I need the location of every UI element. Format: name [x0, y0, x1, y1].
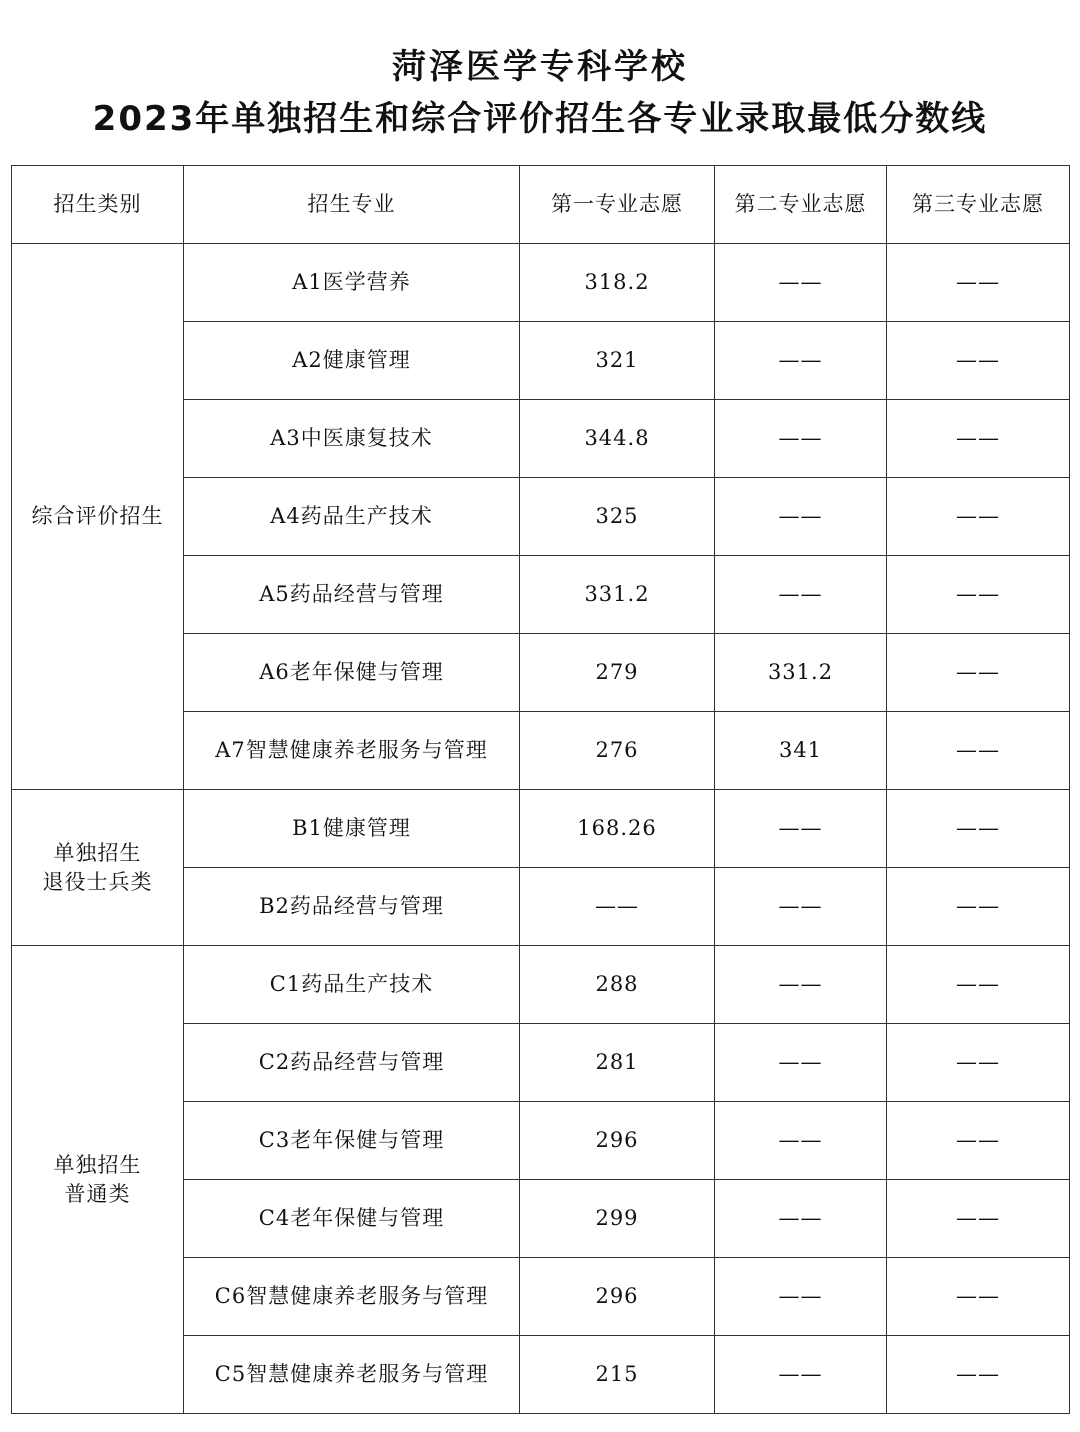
third-choice-score: —— [887, 1336, 1070, 1414]
major-cell: A6老年保健与管理 [184, 634, 520, 712]
second-choice-score: —— [715, 1258, 887, 1336]
first-choice-score: 296 [520, 1102, 715, 1180]
major-cell: A5药品经营与管理 [184, 556, 520, 634]
page-title: 菏泽医学专科学校 [392, 47, 688, 87]
major-cell: A4药品生产技术 [184, 478, 520, 556]
first-choice-score: 325 [520, 478, 715, 556]
third-choice-score: —— [887, 712, 1070, 790]
third-choice-score: —— [887, 868, 1070, 946]
category-label: 单独招生 [53, 840, 142, 865]
table-row [12, 790, 1070, 868]
major-cell: B2药品经营与管理 [184, 868, 520, 946]
major-cell: A7智慧健康养老服务与管理 [184, 712, 520, 790]
category-label: 综合评价招生 [31, 504, 164, 528]
page-subtitle: 2023年单独招生和综合评价招生各专业录取最低分数线 [92, 99, 988, 139]
table-header-row [12, 166, 1070, 244]
major-cell: C4老年保健与管理 [184, 1180, 520, 1258]
second-choice-score: —— [715, 244, 887, 322]
third-choice-score: —— [887, 400, 1070, 478]
major-cell: A1医学营养 [184, 244, 520, 322]
first-choice-score: 331.2 [520, 556, 715, 634]
table-row [12, 946, 1070, 1024]
second-choice-score: 331.2 [715, 634, 887, 712]
third-choice-score: —— [887, 946, 1070, 1024]
second-choice-score: —— [715, 946, 887, 1024]
first-choice-score: 279 [520, 634, 715, 712]
first-choice-score: 296 [520, 1258, 715, 1336]
first-choice-score: 215 [520, 1336, 715, 1414]
first-choice-score: 318.2 [520, 244, 715, 322]
first-choice-score: 321 [520, 322, 715, 400]
category-cell [12, 946, 184, 1414]
major-cell: B1健康管理 [184, 790, 520, 868]
header-category: 招生类别 [12, 166, 184, 244]
first-choice-score: 299 [520, 1180, 715, 1258]
major-cell: C1药品生产技术 [184, 946, 520, 1024]
category-label: 普通类 [64, 1181, 131, 1206]
second-choice-score: —— [715, 1180, 887, 1258]
third-choice-score: —— [887, 556, 1070, 634]
third-choice-score: —— [887, 1258, 1070, 1336]
third-choice-score: —— [887, 1180, 1070, 1258]
major-cell: C6智慧健康养老服务与管理 [184, 1258, 520, 1336]
first-choice-score: 276 [520, 712, 715, 790]
second-choice-score: —— [715, 790, 887, 868]
second-choice-score: —— [715, 1102, 887, 1180]
admission-score-table [11, 165, 1070, 1414]
first-choice-score: 344.8 [520, 400, 715, 478]
second-choice-score: —— [715, 1024, 887, 1102]
major-cell: C2药品经营与管理 [184, 1024, 520, 1102]
second-choice-score: —— [715, 400, 887, 478]
third-choice-score: —— [887, 244, 1070, 322]
major-cell: C3老年保健与管理 [184, 1102, 520, 1180]
major-cell: A2健康管理 [184, 322, 520, 400]
table-row [12, 244, 1070, 322]
first-choice-score: 168.26 [520, 790, 715, 868]
second-choice-score: —— [715, 868, 887, 946]
header-first-choice: 第一专业志愿 [520, 166, 715, 244]
second-choice-score: —— [715, 556, 887, 634]
header-third-choice: 第三专业志愿 [887, 166, 1070, 244]
header-major: 招生专业 [184, 166, 520, 244]
table-body [12, 244, 1070, 1414]
major-cell: A3中医康复技术 [184, 400, 520, 478]
header-second-choice: 第二专业志愿 [715, 166, 887, 244]
second-choice-score: —— [715, 1336, 887, 1414]
category-label: 退役士兵类 [42, 869, 153, 894]
category-label: 单独招生 [53, 1152, 142, 1177]
third-choice-score: —— [887, 1024, 1070, 1102]
third-choice-score: —— [887, 1102, 1070, 1180]
third-choice-score: —— [887, 790, 1070, 868]
third-choice-score: —— [887, 322, 1070, 400]
third-choice-score: —— [887, 478, 1070, 556]
first-choice-score: 281 [520, 1024, 715, 1102]
second-choice-score: 341 [715, 712, 887, 790]
category-cell [12, 790, 184, 946]
major-cell: C5智慧健康养老服务与管理 [184, 1336, 520, 1414]
first-choice-score: —— [520, 868, 715, 946]
category-cell [12, 244, 184, 790]
third-choice-score: —— [887, 634, 1070, 712]
second-choice-score: —— [715, 478, 887, 556]
second-choice-score: —— [715, 322, 887, 400]
first-choice-score: 288 [520, 946, 715, 1024]
